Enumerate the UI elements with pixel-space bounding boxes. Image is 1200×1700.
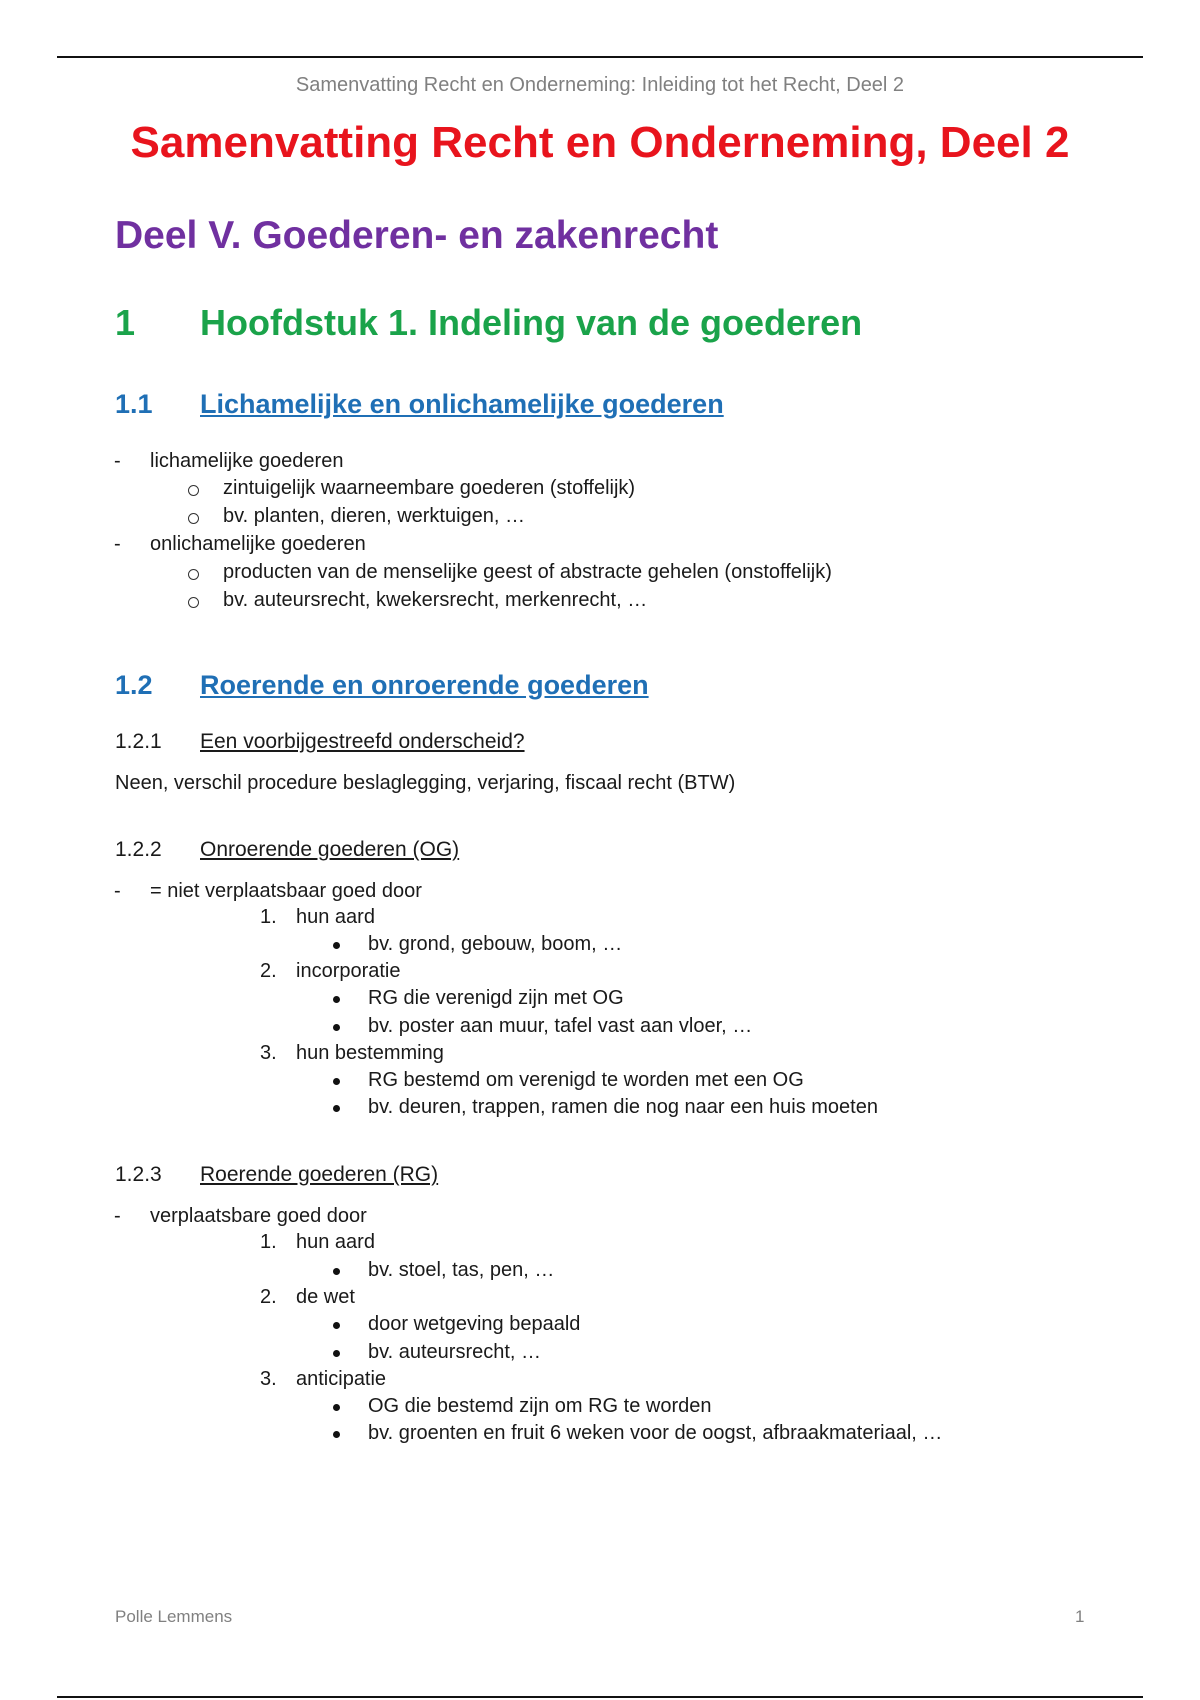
bullet-item: RG die verenigd zijn met OG xyxy=(368,987,624,1009)
list-item: lichamelijke goederen xyxy=(150,450,344,472)
section-number: 1.1 xyxy=(115,389,153,419)
list-number: 3. xyxy=(260,1042,277,1064)
list-item: hun aard xyxy=(296,906,375,928)
bottom-rule xyxy=(57,1696,1143,1698)
bullet-icon xyxy=(333,1078,340,1085)
bullet-icon xyxy=(333,1322,340,1329)
circle-bullet-icon xyxy=(188,513,199,524)
bullet-item: bv. deuren, trappen, ramen die nog naar een huis moeten xyxy=(368,1096,878,1118)
list-number: 3. xyxy=(260,1368,277,1390)
part-title: Deel V. Goederen- en zakenrecht xyxy=(115,214,719,257)
paragraph: Neen, verschil procedure beslaglegging, verjaring, fiscaal recht (BTW) xyxy=(115,772,736,794)
list-number: 1. xyxy=(260,906,277,928)
section-number: 1.2 xyxy=(115,670,153,700)
bullet-icon xyxy=(333,1024,340,1031)
dash-bullet: - xyxy=(114,533,121,555)
bullet-item: bv. groenten en fruit 6 weken voor de oogst, afbraakmateriaal, … xyxy=(368,1422,943,1444)
chapter-title: Hoofdstuk 1. Indeling van de goederen xyxy=(200,302,863,343)
subsection-title: Roerende goederen (RG) xyxy=(200,1163,439,1186)
section-title: Lichamelijke en onlichamelijke goederen xyxy=(200,389,724,419)
page-number: 1 xyxy=(1075,1607,1085,1626)
circle-bullet-icon xyxy=(188,597,199,608)
list-number: 2. xyxy=(260,960,277,982)
bullet-icon xyxy=(333,996,340,1003)
subsection-title: Onroerende goederen (OG) xyxy=(200,838,460,861)
list-number: 2. xyxy=(260,1286,277,1308)
dash-bullet: - xyxy=(114,880,121,902)
top-rule xyxy=(57,56,1143,58)
list-item: verplaatsbare goed door xyxy=(150,1205,367,1227)
sub-item: bv. auteursrecht, kwekersrecht, merkenrecht, … xyxy=(223,589,648,611)
subsection-number: 1.2.1 xyxy=(115,730,162,753)
circle-bullet-icon xyxy=(188,485,199,496)
sub-item: bv. planten, dieren, werktuigen, … xyxy=(223,505,526,527)
list-item: = niet verplaatsbaar goed door xyxy=(150,880,422,902)
subsection-title: Een voorbijgestreefd onderscheid? xyxy=(200,730,525,753)
sub-item: producten van de menselijke geest of abstracte gehelen (onstoffelijk) xyxy=(223,561,832,583)
chapter-number: 1 xyxy=(115,302,136,343)
bullet-icon xyxy=(333,942,340,949)
circle-bullet-icon xyxy=(188,569,199,580)
list-item: anticipatie xyxy=(296,1368,387,1390)
running-header: Samenvatting Recht en Onderneming: Inleiding tot het Recht, Deel 2 xyxy=(295,74,905,96)
list-item: incorporatie xyxy=(296,960,401,982)
list-item: hun bestemming xyxy=(296,1042,444,1064)
bullet-icon xyxy=(333,1431,340,1438)
list-item: hun aard xyxy=(296,1231,375,1253)
document-title: Samenvatting Recht en Onderneming, Deel 2 xyxy=(130,118,1070,167)
bullet-icon xyxy=(333,1404,340,1411)
bullet-item: door wetgeving bepaald xyxy=(368,1313,581,1335)
bullet-item: bv. poster aan muur, tafel vast aan vloer, … xyxy=(368,1015,753,1037)
dash-bullet: - xyxy=(114,450,121,472)
subsection-number: 1.2.3 xyxy=(115,1163,162,1186)
bullet-item: RG bestemd om verenigd te worden met een OG xyxy=(368,1069,804,1091)
bullet-item: OG die bestemd zijn om RG te worden xyxy=(368,1395,712,1417)
bullet-item: bv. stoel, tas, pen, … xyxy=(368,1259,555,1281)
bullet-icon xyxy=(333,1105,340,1112)
list-item: de wet xyxy=(296,1286,355,1308)
bullet-item: bv. auteursrecht, … xyxy=(368,1341,542,1363)
subsection-number: 1.2.2 xyxy=(115,838,162,861)
section-title: Roerende en onroerende goederen xyxy=(200,670,649,700)
list-item: onlichamelijke goederen xyxy=(150,533,366,555)
dash-bullet: - xyxy=(114,1205,121,1227)
bullet-icon xyxy=(333,1268,340,1275)
bullet-item: bv. grond, gebouw, boom, … xyxy=(368,933,623,955)
list-number: 1. xyxy=(260,1231,277,1253)
footer-author: Polle Lemmens xyxy=(115,1607,233,1626)
sub-item: zintuigelijk waarneembare goederen (stoffelijk) xyxy=(223,477,636,499)
bullet-icon xyxy=(333,1350,340,1357)
